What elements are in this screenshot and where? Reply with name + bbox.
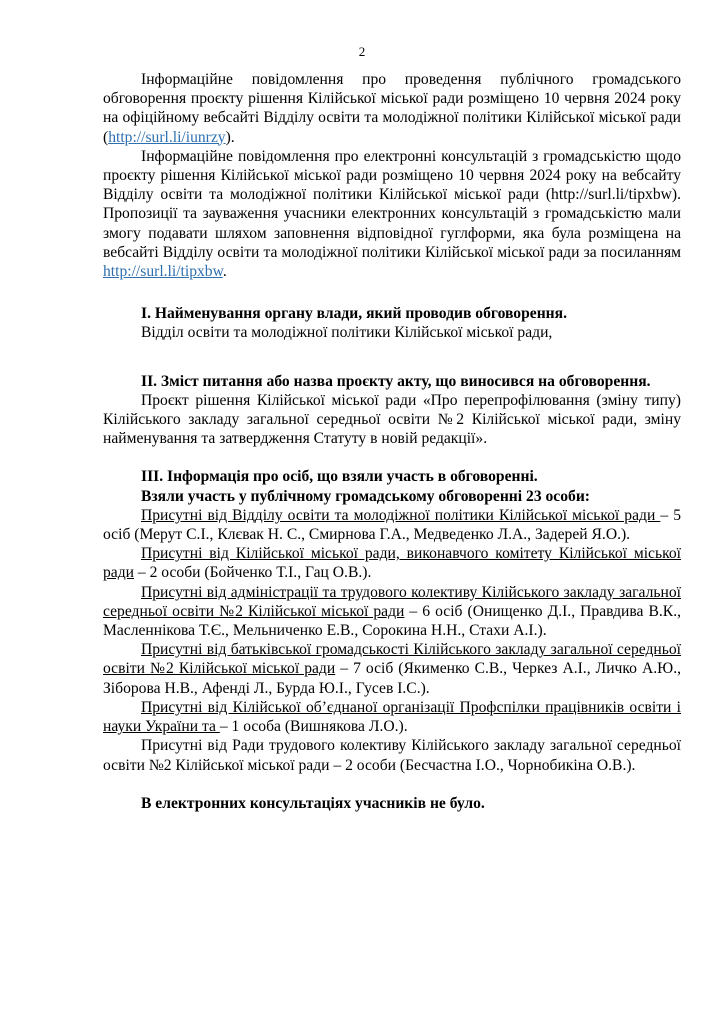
participant-group-label: Присутні від адміністрації та трудового колективу Кілійського закладу загальної середньої освіти №2 Кілійської міської ради <box>103 583 681 620</box>
spacer <box>103 362 681 372</box>
section1-heading: І. Найменування органу влади, який проводив обговорення. <box>141 305 567 323</box>
intro-p1-link[interactable]: http://surl.li/iunrzy <box>108 128 226 146</box>
section2-text: Проєкт рішення Кілійської міської ради «Про перепрофілювання (зміну типу) Кілійського закладу загальної середньої освіти №2 Кілійської міської ради, зміну найменування та затвердження Статуту в новій редакції». <box>103 391 681 448</box>
page-number: 2 <box>358 44 366 59</box>
participant-group <box>103 583 681 641</box>
participant-group-detail: – 7 осіб (Якименко С.В., Черкез А.І., Личко А.Ю., Зіборова Н.В., Афенді Л., Бурда Ю.І., Гусев І.С.). <box>103 660 681 697</box>
spacer <box>103 448 681 467</box>
participant-group-detail: – 5 осіб (Мерут С.І., Клєвак Н. С., Смирнова Г.А., Медведенко Л.А., Задерей Я.О.). <box>103 506 681 544</box>
intro-paragraph-2 <box>103 147 681 281</box>
participant-group-detail: – 2 особи (Бойченко Т.І., Гац О.В.). <box>134 564 372 582</box>
participant-group-label: Присутні від Відділу освіти та молодіжної політики Кілійської міської ради <box>141 506 661 524</box>
intro-paragraph-1 <box>103 70 681 147</box>
participant-group <box>103 736 681 774</box>
section2-heading: ІІ. Зміст питання або назва проєкту акту, що виносився на обговорення. <box>141 372 651 390</box>
section3-heading: ІІІ. Інформація про осіб, що взяли участь в обговоренні. <box>141 468 538 486</box>
intro-p1-end: ). <box>225 128 235 146</box>
participant-group-label: Присутні від Кілійської об’єднаної організації Профспілки працівників освіти і науки України та <box>103 698 681 736</box>
participant-group-label: Присутні від батьківської громадськості Кілійського закладу загальної середньої освіти №2 Кілійської міської ради <box>103 641 681 678</box>
document-body <box>103 70 681 813</box>
spacer <box>103 775 681 794</box>
participant-group-label: Присутні від Кілійської міської ради, виконавчого комітету Кілійської міської ради <box>103 545 681 582</box>
closing-statement: В електронних консультаціях учасників не було. <box>141 794 485 812</box>
intro-p2-link[interactable]: http://surl.li/tipxbw <box>103 263 223 281</box>
spacer <box>103 281 681 304</box>
participant-group <box>103 506 681 544</box>
intro-p2-text: Інформаційне повідомлення про електронні консультацій з громадськістю щодо проєкту рішення Кілійської міської ради розміщено 10 червня 2024 року на вебсайту Відділу освіти та молодіжної політики Кілійської міської ради (http://surl.li/tipxbw). Пропозиції та зауваження учасники електронних консультацій з громадськістю мали змогу подавати шляхом заповнення відповідної гуглформи, яка була розміщена на вебсайті Відділу освіти та молодіжної політики Кілійської міської ради за посиланням <box>103 147 681 261</box>
section1-text: Відділ освіти та молодіжної політики Кілійської міської ради, <box>141 324 553 342</box>
participant-group-detail: – 1 особа (Вишнякова Л.О.). <box>219 718 408 736</box>
participant-group-detail: Присутні від Ради трудового колективу Кілійського закладу загальної середньої освіти №2 Кілійської міської ради – 2 особи (Бесчастна І.О., Чорнобикіна О.В.). <box>103 737 681 774</box>
participant-group <box>103 544 681 582</box>
participant-group <box>103 698 681 736</box>
participant-group-detail: – 6 осіб (Онищенко Д.І., Правдива В.К., Масленнікова Т.Є., Мельниченко Е.В., Сорокина Н.Н., Стахи А.І.). <box>103 602 681 640</box>
intro-p1-text: Інформаційне повідомлення про проведення публічного громадського обговорення проєкту рішення Кілійської міської ради розміщено 10 червня 2024 року на офіційному вебсайті Відділу освіти та молодіжної політики Кілійської міської ради ( <box>103 71 681 146</box>
intro-p2-end: . <box>222 263 227 281</box>
participant-group <box>103 640 681 698</box>
spacer <box>103 343 681 362</box>
section3-subheading: Взяли участь у публічному громадському обговоренні 23 особи: <box>141 487 591 505</box>
